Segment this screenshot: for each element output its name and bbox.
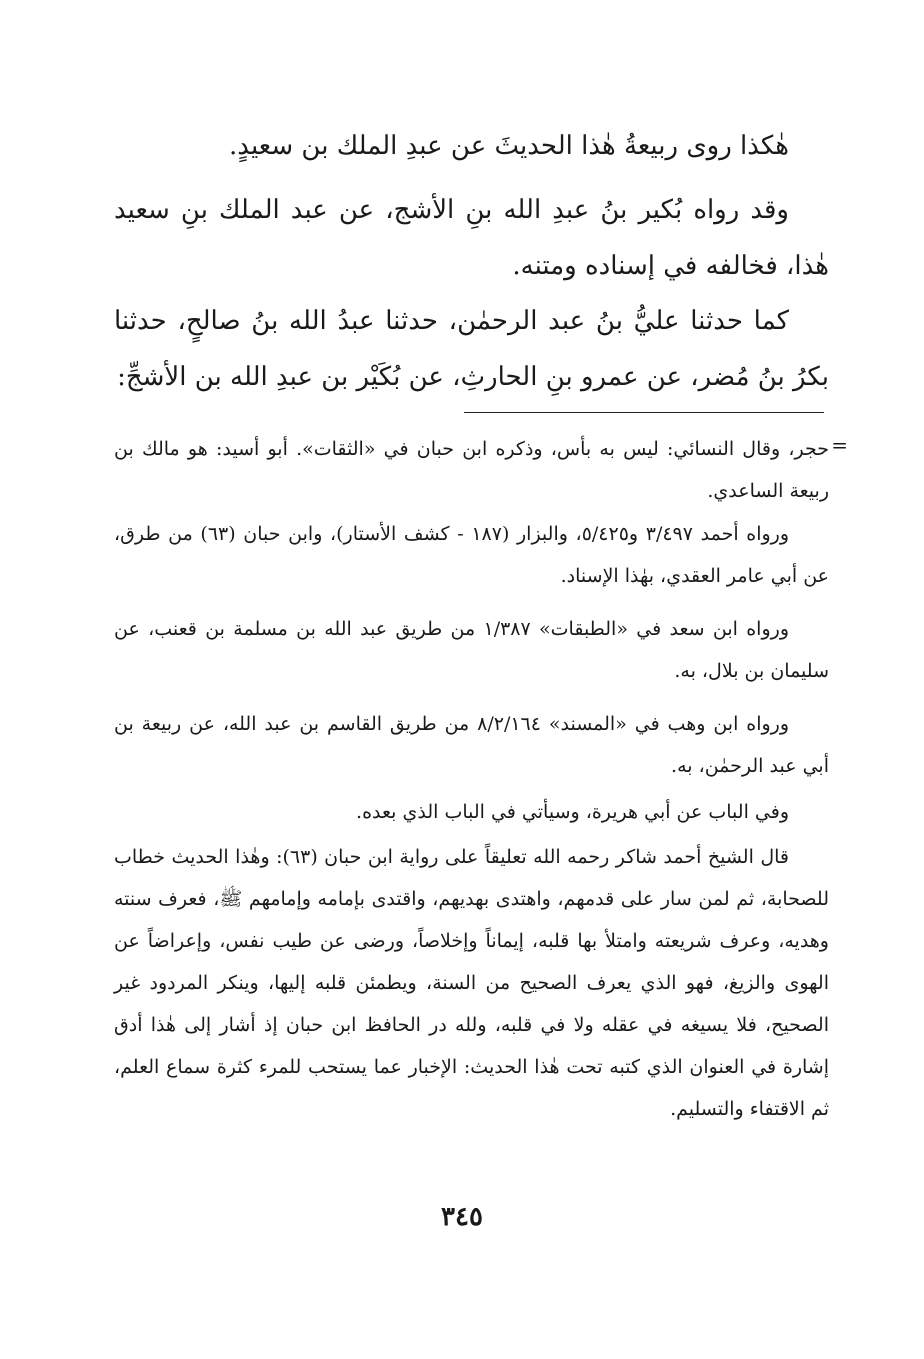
footnote-paragraph-3: ورواه ابن سعد في «الطبقات» ١/٣٨٧ من طريق عبد الله بن مسلمة بن قعنب، عن سليمان بن بلال، به.	[114, 618, 829, 682]
footnote-paragraph-4: ورواه ابن وهب في «المسند» ٨/٢/١٦٤ من طريق القاسم بن عبد الله، عن ربيعة بن أبي عبد الرحمٰن، به.	[114, 713, 829, 777]
main-paragraph-2: وقد رواه بُكير بنُ عبدِ الله بنِ الأشج، عن عبد الملك بنِ سعيد هٰذا، فخالفه في إسناده ومتنه.	[114, 195, 829, 281]
footnote-continuation-mark: =	[831, 433, 848, 457]
footnote-paragraph-1: حجر، وقال النسائي: ليس به بأس، وذكره ابن حبان في «الثقات». أبو أسيد: هو مالك بن ربيعة الساعدي.	[114, 438, 829, 502]
footnote-paragraph-2: ورواه أحمد ٣/٤٩٧ و٥/٤٢٥، والبزار (١٨٧ - كشف الأستار)، وابن حبان (٦٣) من طرق، عن أبي عامر العقدي، بهٰذا الإسناد.	[114, 523, 829, 587]
main-paragraph-1: هٰكذا روى ربيعةُ هٰذا الحديثَ عن عبدِ الملك بن سعيدٍ.	[229, 131, 789, 161]
footnote-paragraph-5: وفي الباب عن أبي هريرة، وسيأتي في الباب الذي بعده.	[356, 801, 789, 823]
footnote-separator	[464, 412, 824, 413]
page-number: ٣٤٥	[441, 1202, 483, 1232]
main-paragraph-3: كما حدثنا عليُّ بنُ عبد الرحمٰن، حدثنا عبدُ الله بنُ صالحٍ، حدثنا بكرُ بنُ مُضر، عن عمرو بنِ الحارثِ، عن بُكَيْر بن عبدِ الله بن الأشجِّ:	[114, 306, 829, 392]
footnote-paragraph-6: قال الشيخ أحمد شاكر رحمه الله تعليقاً على رواية ابن حبان (٦٣): وهٰذا الحديث خطاب للصحابة، ثم لمن سار على قدمهم، واهتدى بهديهم، واقتدى بإمامه وإمامهم ﷺ، فعرف سنته وهديه، وعرف شريعته وامتلأ بها قلبه، إيماناً وإخلاصاً، ورضى عن طيب نفس، وإعراضاً عن الهوى والزيغ، فهو الذي يعرف الصحيح من السنة، ويطمئن قلبه إليها، وينكر المردود غير الصحيح، فلا يسيغه في عقله ولا في قلبه، ولله در الحافظ ابن حبان إذ أشار إلى هٰذا أدق إشارة في العنوان الذي كتبه تحت هٰذا الحديث: الإخبار عما يستحب للمرء كثرة سماع العلم، ثم الاقتفاء والتسليم.	[114, 846, 829, 1120]
